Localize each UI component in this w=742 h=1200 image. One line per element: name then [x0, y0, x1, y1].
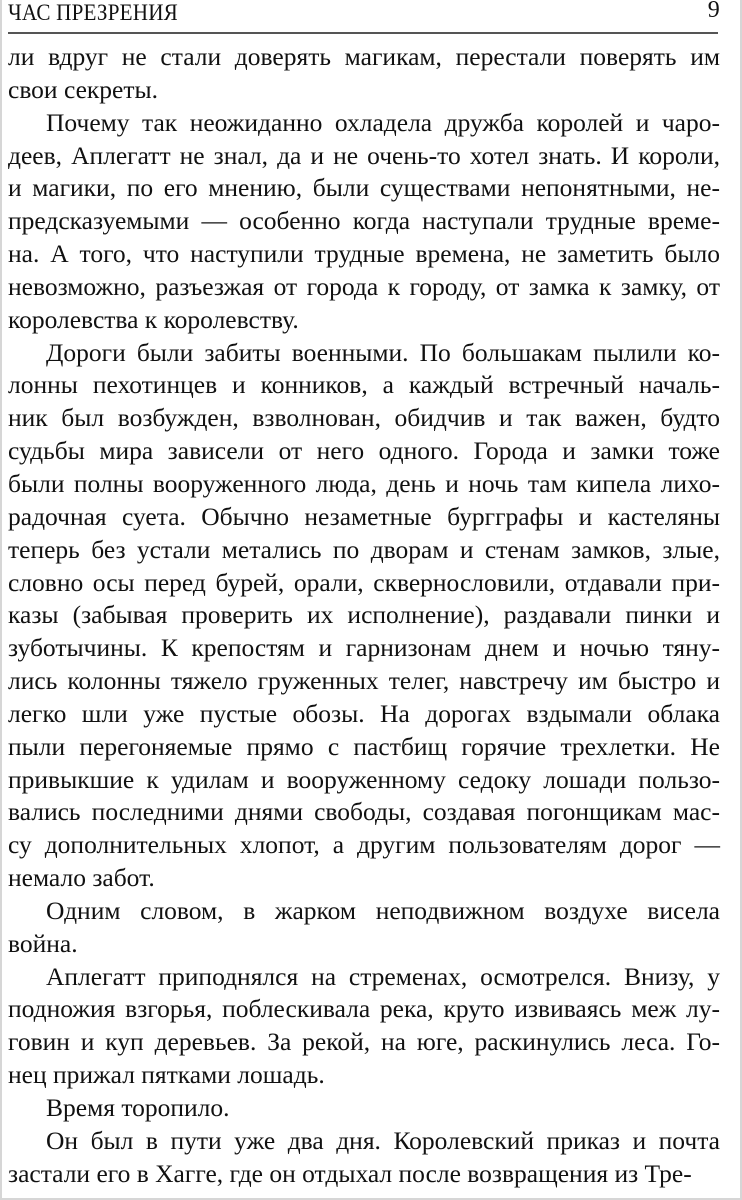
running-head: [8, 0, 720, 30]
text-line: Время торопило.: [46, 1093, 230, 1122]
text-line: су дополнительных хлопот, а другим пользователям дорог —: [8, 830, 720, 860]
text-line: зуботычины. К крепостям и гарнизонам днем и ночью тяну-: [8, 633, 720, 663]
text-line: на. А того, что наступили трудные времена, не заметить было: [8, 239, 720, 269]
text-line: деев, Аплегатт не знал, да и не очень-то хотел знать. И короли,: [8, 140, 720, 170]
text-line: ник был возбужден, взволнован, обидчив и так важен, будто: [8, 403, 720, 433]
text-line: Одним словом, в жарком неподвижном воздухе висела: [46, 895, 720, 925]
paragraph: [8, 107, 720, 337]
running-head-title: ЧАС ПРЕЗРЕНИЯ: [8, 0, 178, 25]
body-text: [8, 41, 720, 1191]
paragraph: [8, 1092, 720, 1125]
text-line: привыкшие к удилам и вооруженному седоку лошади пользо-: [8, 764, 720, 794]
text-line: ли вдруг не стали доверять магикам, перестали поверять им: [8, 42, 720, 71]
text-line: свои секреты.: [8, 74, 159, 104]
text-line: судьбы мира зависели от него одного. Города и замки тоже: [8, 436, 720, 466]
text-line: и магики, по его мнению, были существами непонятными, не-: [8, 173, 720, 203]
text-line: Он был в пути уже два дня. Королевский приказ и почта: [46, 1125, 720, 1155]
text-line: предсказуемыми — особенно когда наступали трудные време-: [8, 206, 720, 236]
paragraph: [8, 895, 720, 961]
text-line: словно осы перед бурей, орали, сквернословили, отдавали при-: [8, 567, 720, 597]
text-line: вались последними днями свободы, создавая погонщикам мас-: [8, 797, 720, 827]
text-line: лонны пехотинцев и конников, а каждый встречный началь-: [8, 370, 720, 400]
text-line: Почему так неожиданно охладела дружба королей и чаро-: [46, 107, 720, 137]
text-line: радочная суета. Обычно незаметные бургграфы и кастеляны: [8, 501, 720, 531]
text-line: застали его в Хагге, где он отдыхал после возвращения из Тре-: [8, 1158, 692, 1188]
text-line: пыли перегоняемые прямо с пастбищ горячие трехлетки. Не: [8, 731, 720, 761]
text-line: королевства к королевству.: [8, 304, 299, 334]
header-rule: [8, 32, 718, 34]
text-line: подножия взгорья, поблескивала река, круто извиваясь меж лу-: [8, 994, 720, 1024]
paragraph: [8, 961, 720, 1092]
paragraph: [8, 337, 720, 895]
text-line: лись колонны тяжело груженных телег, навстречу им быстро и: [8, 666, 720, 696]
text-line: Аплегатт приподнялся на стременах, осмотрелся. Внизу, у: [46, 961, 720, 991]
text-line: теперь без устали метались по дворам и стенам замков, злые,: [8, 534, 720, 564]
page-number: 9: [707, 0, 720, 23]
paragraph: [8, 41, 720, 107]
text-line: были полны вооруженного люда, день и ночь там кипела лихо-: [8, 468, 720, 498]
text-line: нец прижал пятками лошадь.: [8, 1060, 325, 1090]
text-line: говин и куп деревьев. За рекой, на юге, раскинулись леса. Го-: [8, 1027, 720, 1057]
text-line: немало забот.: [8, 863, 155, 893]
text-line: невозможно, разъезжая от города к городу, от замка к замку, от: [8, 271, 720, 301]
text-line: легко шли уже пустые обозы. На дорогах вздымали облака: [8, 698, 720, 728]
text-line: война.: [8, 928, 78, 958]
paragraph: [8, 1125, 720, 1191]
text-line: казы (забывая проверить их исполнение), раздавали пинки и: [8, 600, 720, 630]
text-line: Дороги были забиты военными. По большакам пылили ко-: [46, 337, 720, 367]
